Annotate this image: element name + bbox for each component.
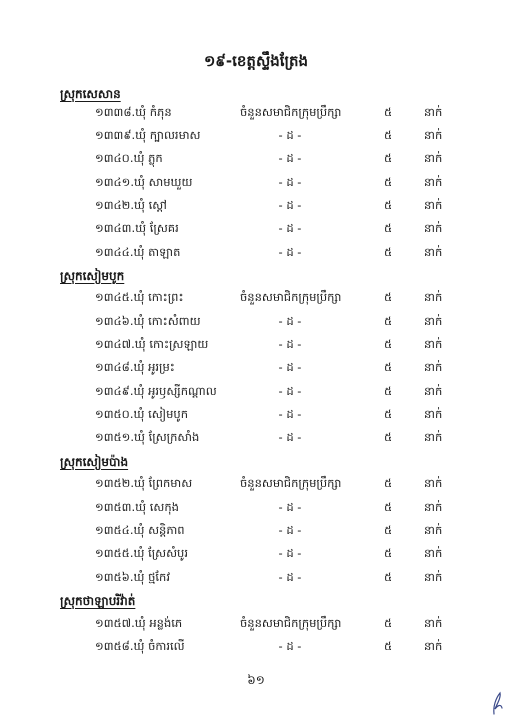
member-count-label: ចំនួនសមាជិកក្រុមប្រឹក្សា xyxy=(240,476,342,490)
count-unit: នាក់ xyxy=(424,245,443,259)
ditto-mark: - ដ - xyxy=(278,245,302,259)
count-unit: នាក់ xyxy=(424,546,443,560)
ditto-mark: - ដ - xyxy=(278,128,302,142)
commune-name: ១៣៤០.ឃុំ ភ្លុក xyxy=(95,151,163,165)
count-unit: នាក់ xyxy=(424,639,443,653)
member-count: ៥ xyxy=(384,128,393,142)
district-heading: ស្រុកថាឡាបរិវ៉ាត់ xyxy=(60,594,136,608)
initials-signature-icon xyxy=(490,690,504,716)
commune-name: ១៣៤៤.ឃុំ តាឡាត xyxy=(95,245,181,259)
ditto-mark: - ដ - xyxy=(278,151,302,165)
member-count: ៥ xyxy=(384,523,393,537)
ditto-mark: - ដ - xyxy=(278,500,302,514)
count-unit: នាក់ xyxy=(424,407,443,421)
member-count: ៥ xyxy=(384,245,393,259)
list-item xyxy=(0,128,512,148)
list-item xyxy=(0,105,512,125)
commune-name: ១៣៥៧.ឃុំ អន្លង់ភេ xyxy=(95,616,183,630)
count-unit: នាក់ xyxy=(424,151,443,165)
list-item xyxy=(0,314,512,334)
ditto-mark: - ដ - xyxy=(278,175,302,189)
commune-name: ១៣៥៦.ឃុំ ថ្មកែវ xyxy=(95,570,170,584)
count-unit: នាក់ xyxy=(424,105,443,119)
list-item xyxy=(0,175,512,195)
commune-name: ១៣៤៧.ឃុំ កោះស្រឡាយ xyxy=(95,337,209,351)
ditto-mark: - ដ - xyxy=(278,198,302,212)
member-count: ៥ xyxy=(384,407,393,421)
member-count-label: ចំនួនសមាជិកក្រុមប្រឹក្សា xyxy=(240,105,342,119)
ditto-mark: - ដ - xyxy=(278,639,302,653)
count-unit: នាក់ xyxy=(424,500,443,514)
count-unit: នាក់ xyxy=(424,337,443,351)
ditto-mark: - ដ - xyxy=(278,221,302,235)
member-count: ៥ xyxy=(384,337,393,351)
commune-name: ១៣៥២.ឃុំ ព្រែកមាស xyxy=(95,476,193,490)
member-count: ៥ xyxy=(384,314,393,328)
count-unit: នាក់ xyxy=(424,570,443,584)
count-unit: នាក់ xyxy=(424,523,443,537)
member-count: ៥ xyxy=(384,360,393,374)
district-heading: ស្រុកសេសាន xyxy=(60,87,121,101)
member-count: ៥ xyxy=(384,290,393,304)
count-unit: នាក់ xyxy=(424,360,443,374)
commune-name: ១៣៥១.ឃុំ ស្រែក្រសាំង xyxy=(95,430,200,444)
commune-name: ១៣៥៤.ឃុំ សន្ដិភាព xyxy=(95,523,185,537)
commune-name: ១៣៤៥.ឃុំ កោះព្រះ xyxy=(95,290,184,304)
commune-name: ១៣៤៩.ឃុំ អូរឫស្សីកណ្ដាល xyxy=(95,384,217,398)
member-count: ៥ xyxy=(384,105,393,119)
commune-name: ១៣៤៦.ឃុំ កោះសំពាយ xyxy=(95,314,201,328)
count-unit: នាក់ xyxy=(424,314,443,328)
list-item xyxy=(0,337,512,357)
commune-name: ១៣៥៣.ឃុំ សេកុង xyxy=(95,500,179,514)
count-unit: នាក់ xyxy=(424,221,443,235)
member-count: ៥ xyxy=(384,384,393,398)
list-item xyxy=(0,221,512,241)
count-unit: នាក់ xyxy=(424,476,443,490)
member-count-label: ចំនួនសមាជិកក្រុមប្រឹក្សា xyxy=(240,616,342,630)
ditto-mark: - ដ - xyxy=(278,384,302,398)
count-unit: នាក់ xyxy=(424,616,443,630)
list-item xyxy=(0,245,512,265)
commune-name: ១៣៣៩.ឃុំ ក្បាលរមាស xyxy=(95,128,201,142)
member-count: ៥ xyxy=(384,430,393,444)
member-count: ៥ xyxy=(384,616,393,630)
page-number: ៦១ xyxy=(247,673,265,687)
commune-name: ១៣៤៣.ឃុំ ស្រែគរ xyxy=(95,221,179,235)
list-item xyxy=(0,360,512,380)
count-unit: នាក់ xyxy=(424,290,443,304)
list-item xyxy=(0,407,512,427)
count-unit: នាក់ xyxy=(424,430,443,444)
list-item xyxy=(0,523,512,543)
commune-name: ១៣៤៨.ឃុំ អូរម្រះ xyxy=(95,360,175,374)
list-item xyxy=(0,546,512,566)
member-count: ៥ xyxy=(384,546,393,560)
ditto-mark: - ដ - xyxy=(278,523,302,537)
list-item xyxy=(0,639,512,659)
list-item xyxy=(0,290,512,310)
commune-name: ១៣៥៨.ឃុំ ចំការលើ xyxy=(95,639,185,653)
ditto-mark: - ដ - xyxy=(278,546,302,560)
ditto-mark: - ដ - xyxy=(278,430,302,444)
commune-name: ១៣៤១.ឃុំ សាមឃួយ xyxy=(95,175,193,189)
count-unit: នាក់ xyxy=(424,175,443,189)
list-item xyxy=(0,151,512,171)
member-count: ៥ xyxy=(384,570,393,584)
list-item xyxy=(0,430,512,450)
list-item xyxy=(0,616,512,636)
ditto-mark: - ដ - xyxy=(278,360,302,374)
member-count-label: ចំនួនសមាជិកក្រុមប្រឹក្សា xyxy=(240,290,342,304)
member-count: ៥ xyxy=(384,221,393,235)
list-item xyxy=(0,384,512,404)
member-count: ៥ xyxy=(384,198,393,212)
commune-name: ១៣៣៨.ឃុំ កំភុន xyxy=(95,105,172,119)
member-count: ៥ xyxy=(384,639,393,653)
list-item xyxy=(0,500,512,520)
count-unit: នាក់ xyxy=(424,198,443,212)
ditto-mark: - ដ - xyxy=(278,407,302,421)
ditto-mark: - ដ - xyxy=(278,337,302,351)
count-unit: នាក់ xyxy=(424,384,443,398)
district-heading: ស្រុកសៀមបូក xyxy=(60,269,125,283)
ditto-mark: - ដ - xyxy=(278,570,302,584)
member-count: ៥ xyxy=(384,175,393,189)
district-heading: ស្រុកសៀមប៉ាង xyxy=(60,455,129,469)
list-item xyxy=(0,198,512,218)
list-item xyxy=(0,570,512,590)
member-count: ៥ xyxy=(384,151,393,165)
list-item xyxy=(0,476,512,496)
ditto-mark: - ដ - xyxy=(278,314,302,328)
member-count: ៥ xyxy=(384,476,393,490)
commune-name: ១៣៥០.ឃុំ សៀមបូក xyxy=(95,407,188,421)
page-title: ១៩-ខេត្តស្ទឹងត្រែង xyxy=(203,52,309,70)
commune-name: ១៣៥៥.ឃុំ ស្រែសំបូរ xyxy=(95,546,188,560)
count-unit: នាក់ xyxy=(424,128,443,142)
commune-name: ១៣៤២.ឃុំ ស្ដៅ xyxy=(95,198,167,212)
member-count: ៥ xyxy=(384,500,393,514)
